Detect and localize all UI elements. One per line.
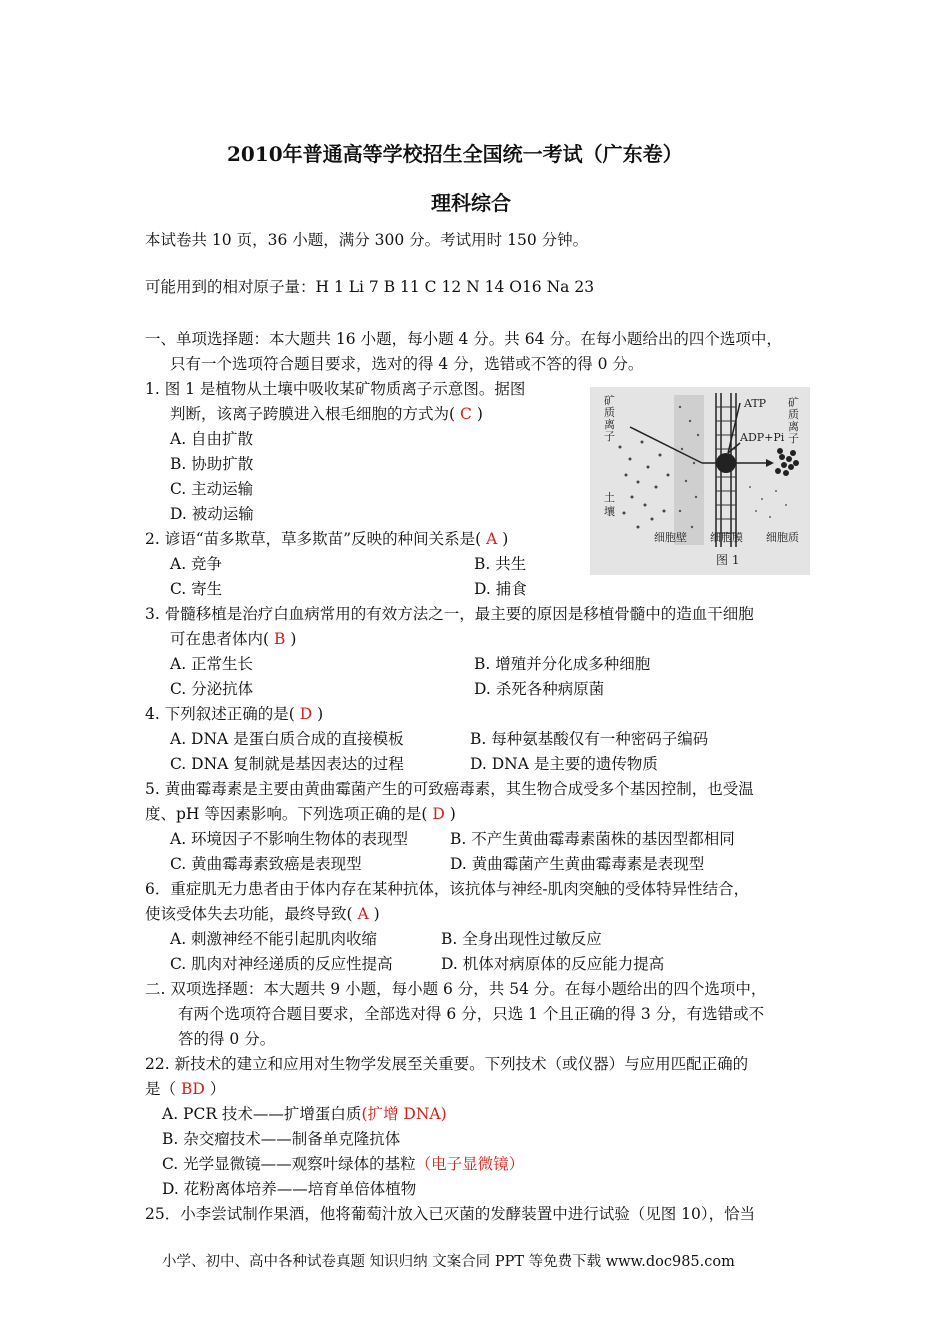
q22-option-b: B. 杂交瘤技术——制备单克隆抗体 xyxy=(162,1130,401,1148)
q22-option-a-text: A. PCR 技术——扩增蛋白质 xyxy=(162,1105,362,1123)
q3-stem: 3. 骨髓移植是治疗白血病常用的有效方法之一，最主要的原因是移植骨髓中的造血干细胞 xyxy=(145,605,754,623)
q2-option-b: B. 共生 xyxy=(474,555,527,573)
q1-stem-line2 xyxy=(170,402,483,424)
q3-stem-text: 可在患者体内( xyxy=(170,630,270,648)
q2-option-d: D. 捕食 xyxy=(474,580,527,598)
page-title: 2010年普通高等学校招生全国统一考试（广东卷） xyxy=(227,142,683,166)
q6-option-a: A. 刺激神经不能引起肌肉收缩 xyxy=(170,930,378,948)
q25-stem: 25．小李尝试制作果酒，他将葡萄汁放入已灭菌的发酵装置中进行试验（见图 10），恰当 xyxy=(145,1205,756,1223)
q4-stem-text: 4. 下列叙述正确的是( xyxy=(145,705,295,723)
q5-option-b: B. 不产生黄曲霉毒素菌株的基因型都相同 xyxy=(450,830,735,848)
intro-line: 本试卷共 10 页，36 小题，满分 300 分。考试用时 150 分钟。 xyxy=(145,231,589,249)
q4-close: ) xyxy=(317,705,324,723)
figure-label-adp: ADP+Pi xyxy=(740,431,785,444)
q1-option-a: A. 自由扩散 xyxy=(170,430,254,448)
q2-option-c: C. 寄生 xyxy=(170,580,223,598)
figure-1-illustration xyxy=(590,387,810,575)
figure-caption: 图 1 xyxy=(716,553,740,567)
q2-option-a: A. 竞争 xyxy=(170,555,223,573)
q5-answer: D xyxy=(432,805,445,823)
figure-1-ion-transport xyxy=(590,387,810,575)
q2-stem xyxy=(145,527,508,549)
atomic-mass-line: 可能用到的相对原子量：H 1 Li 7 B 11 C 12 N 14 O16 Na 23 xyxy=(145,278,595,296)
q3-close: ) xyxy=(290,630,297,648)
q22-stem-line2 xyxy=(145,1077,225,1099)
figure-label-cell-wall: 细胞壁 xyxy=(654,531,687,544)
figure-label-atp: ATP xyxy=(744,397,767,410)
q5-option-a: A. 环境因子不影响生物体的表现型 xyxy=(170,830,409,848)
q5-stem-text: 度、pH 等因素影响。下列选项正确的是( xyxy=(145,805,428,823)
q22-close: ） xyxy=(209,1080,226,1098)
q22-option-a xyxy=(162,1102,447,1124)
q1-option-d: D. 被动运输 xyxy=(170,505,254,523)
q1-stem-text: 判断，该离子跨膜进入根毛细胞的方式为( xyxy=(170,405,456,423)
q3-option-d: D. 杀死各种病原菌 xyxy=(474,680,605,698)
q6-answer: A xyxy=(357,905,369,923)
q22-option-a-note: (扩增 DNA) xyxy=(361,1105,447,1123)
figure-label-cytoplasm: 细胞质 xyxy=(766,531,799,544)
q4-answer: D xyxy=(299,705,313,723)
section1-heading: 一、单项选择题：本大题共 16 小题，每小题 4 分。共 64 分。在每小题给出的四个选项中， xyxy=(145,330,782,348)
figure-label-ion-right: 矿质离子 xyxy=(788,396,799,445)
q2-close: ) xyxy=(502,530,509,548)
q5-option-c: C. 黄曲霉毒素致癌是表现型 xyxy=(170,855,362,873)
q5-stem: 5. 黄曲霉毒素是主要由黄曲霉菌产生的可致癌毒素，其生物合成受多个基因控制，也受温 xyxy=(145,780,754,798)
q4-option-c: C. DNA 复制就是基因表达的过程 xyxy=(170,755,404,773)
section2-instructions-1: 有两个选项符合题目要求，全部选对得 6 分，只选 1 个且正确的得 3 分，有选错或不 xyxy=(178,1005,765,1023)
q6-option-d: D. 机体对病原体的反应能力提高 xyxy=(441,955,665,973)
figure-label-soil: 土壤 xyxy=(604,491,615,518)
q6-stem-line2 xyxy=(145,902,380,924)
q1-close: ) xyxy=(476,405,483,423)
q4-option-b: B. 每种氨基酸仅有一种密码子编码 xyxy=(470,730,709,748)
q1-option-b: B. 协助扩散 xyxy=(170,455,254,473)
q6-stem-text: 使该受体失去功能，最终导致( xyxy=(145,905,353,923)
q5-option-d: D. 黄曲霉菌产生黄曲霉毒素是表现型 xyxy=(450,855,705,873)
figure-label-ion-left: 矿质离子 xyxy=(604,394,615,443)
q1-answer: C xyxy=(460,405,472,423)
q4-stem xyxy=(145,702,323,724)
q1-option-c: C. 主动运输 xyxy=(170,480,254,498)
q3-option-c: C. 分泌抗体 xyxy=(170,680,254,698)
page-footer: 小学、初中、高中各种试卷真题 知识归纳 文案合同 PPT 等免费下载 www.doc985.com xyxy=(162,1254,735,1270)
q6-close: ) xyxy=(373,905,380,923)
q2-answer: A xyxy=(486,530,498,548)
q6-stem: 6．重症肌无力患者由于体内存在某种抗体，该抗体与神经-肌肉突触的受体特异性结合， xyxy=(145,880,750,898)
q1-stem: 1. 图 1 是植物从土壤中吸收某矿物质离子示意图。据图 xyxy=(145,380,526,398)
q22-stem: 22. 新技术的建立和应用对生物学发展至关重要。下列技术（或仪器）与应用匹配正确的 xyxy=(145,1055,749,1073)
q22-option-c-text: C. 光学显微镜——观察叶绿体的基粒 xyxy=(162,1155,416,1173)
q5-stem-line2 xyxy=(145,802,456,824)
q22-option-c-note: （电子显微镜） xyxy=(415,1155,525,1173)
q22-stem-text: 是（ xyxy=(145,1080,177,1098)
section1-instructions: 只有一个选项符合题目要求，选对的得 4 分，选错或不答的得 0 分。 xyxy=(170,355,644,373)
q3-stem-line2 xyxy=(170,627,296,649)
q3-option-b: B. 增殖并分化成多种细胞 xyxy=(474,655,651,673)
q6-option-c: C. 肌肉对神经递质的反应性提高 xyxy=(170,955,393,973)
q6-option-b: B. 全身出现性过敏反应 xyxy=(441,930,602,948)
page-subtitle: 理科综合 xyxy=(431,191,511,215)
section2-instructions-2: 答的得 0 分。 xyxy=(178,1030,276,1048)
q4-option-a: A. DNA 是蛋白质合成的直接模板 xyxy=(170,730,404,748)
q4-option-d: D. DNA 是主要的遗传物质 xyxy=(470,755,658,773)
figure-label-cell-membrane: 细胞膜 xyxy=(710,531,743,544)
q22-option-c xyxy=(162,1152,524,1174)
q22-answer: BD xyxy=(180,1080,205,1098)
q2-stem-text: 2. 谚语“苗多欺草，草多欺苗”反映的种间关系是( xyxy=(145,530,482,548)
q3-option-a: A. 正常生长 xyxy=(170,655,254,673)
section2-heading: 二. 双项选择题：本大题共 9 小题，每小题 6 分，共 54 分。在每小题给出的四个选项中， xyxy=(145,980,767,998)
q5-close: ) xyxy=(449,805,456,823)
q22-option-d: D. 花粉离体培养——培育单倍体植物 xyxy=(162,1180,417,1198)
q3-answer: B xyxy=(274,630,286,648)
